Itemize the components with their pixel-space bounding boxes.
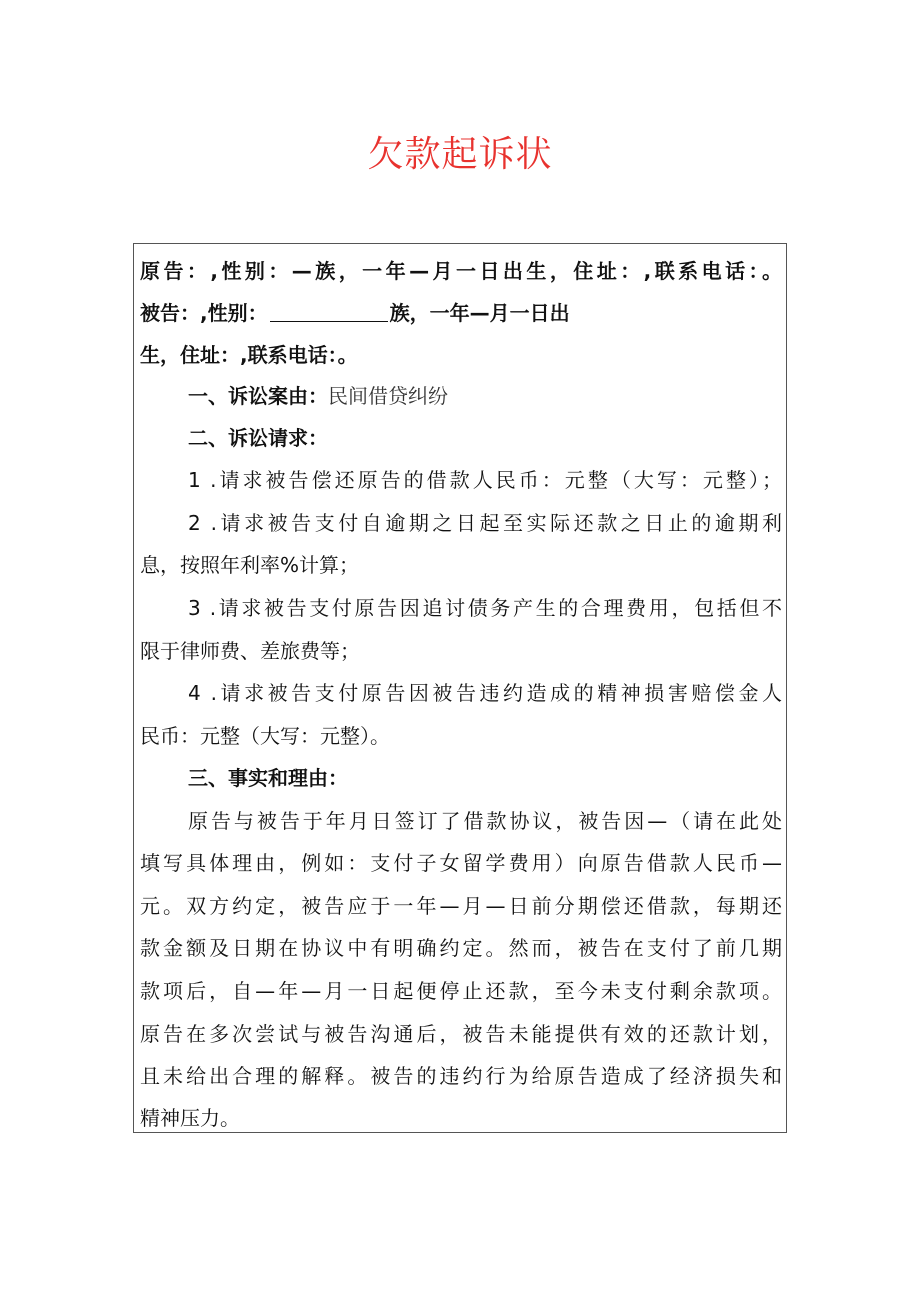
claim-4-cont: 民币：元整（大写：元整）。 — [140, 724, 390, 748]
facts-line: 填写具体理由，例如：支付子女留学费用）向原告借款人民币— — [140, 851, 782, 875]
facts-line: 元。双方约定，被告应于一年—月—日前分期偿还借款，每期还 — [140, 894, 782, 918]
defendant-birth: 族，一年—月一日出 — [389, 301, 570, 325]
cause-label: 一、诉讼案由： — [188, 384, 328, 408]
claim-3: 3 .请求被告支付原告因追讨债务产生的合理费用，包括但不 — [188, 596, 782, 620]
claim-2-cont: 息，按照年利率%计算； — [140, 553, 360, 577]
cause-value: 民间借贷纠纷 — [328, 384, 448, 408]
defendant-label: 被告：,性别： — [140, 301, 268, 325]
ethnicity-blank — [270, 299, 388, 322]
defendant-info-line2: 生，住址：,联系电话：。 — [140, 343, 358, 367]
cause-of-action — [188, 375, 782, 417]
claim-4: 4 .请求被告支付原告因被告违约造成的精神损害赔偿金人 — [188, 681, 782, 705]
defendant-info-line1 — [140, 292, 782, 334]
facts-line: 款项后，自—年—月一日起便停止还款，至今未支付剩余款项。 — [140, 979, 782, 1003]
facts-line: 原告与被告于年月日签订了借款协议，被告因—（请在此处 — [188, 809, 782, 833]
claim-2: 2 .请求被告支付自逾期之日起至实际还款之日止的逾期利 — [188, 511, 782, 535]
claim-1: 1 .请求被告偿还原告的借款人民币：元整（大写：元整）； — [188, 468, 782, 492]
facts-heading: 三、事实和理由： — [188, 766, 348, 790]
facts-line: 精神压力。 — [140, 1106, 240, 1130]
complaint-body — [133, 243, 787, 1133]
plaintiff-info: 原告：,性别：—族，一年—月一日出生，住址：,联系电话：。 — [140, 259, 782, 283]
claims-heading: 二、诉讼请求： — [188, 426, 328, 450]
facts-line: 且未给出合理的解释。被告的违约行为给原告造成了经济损失和 — [140, 1064, 782, 1088]
facts-line: 原告在多次尝试与被告沟通后，被告未能提供有效的还款计划， — [140, 1022, 782, 1046]
document-title: 欠款起诉状 — [367, 134, 553, 175]
facts-line: 款金额及日期在协议中有明确约定。然而，被告在支付了前几期 — [140, 936, 782, 960]
claim-3-cont: 限于律师费、差旅费等； — [140, 639, 360, 663]
